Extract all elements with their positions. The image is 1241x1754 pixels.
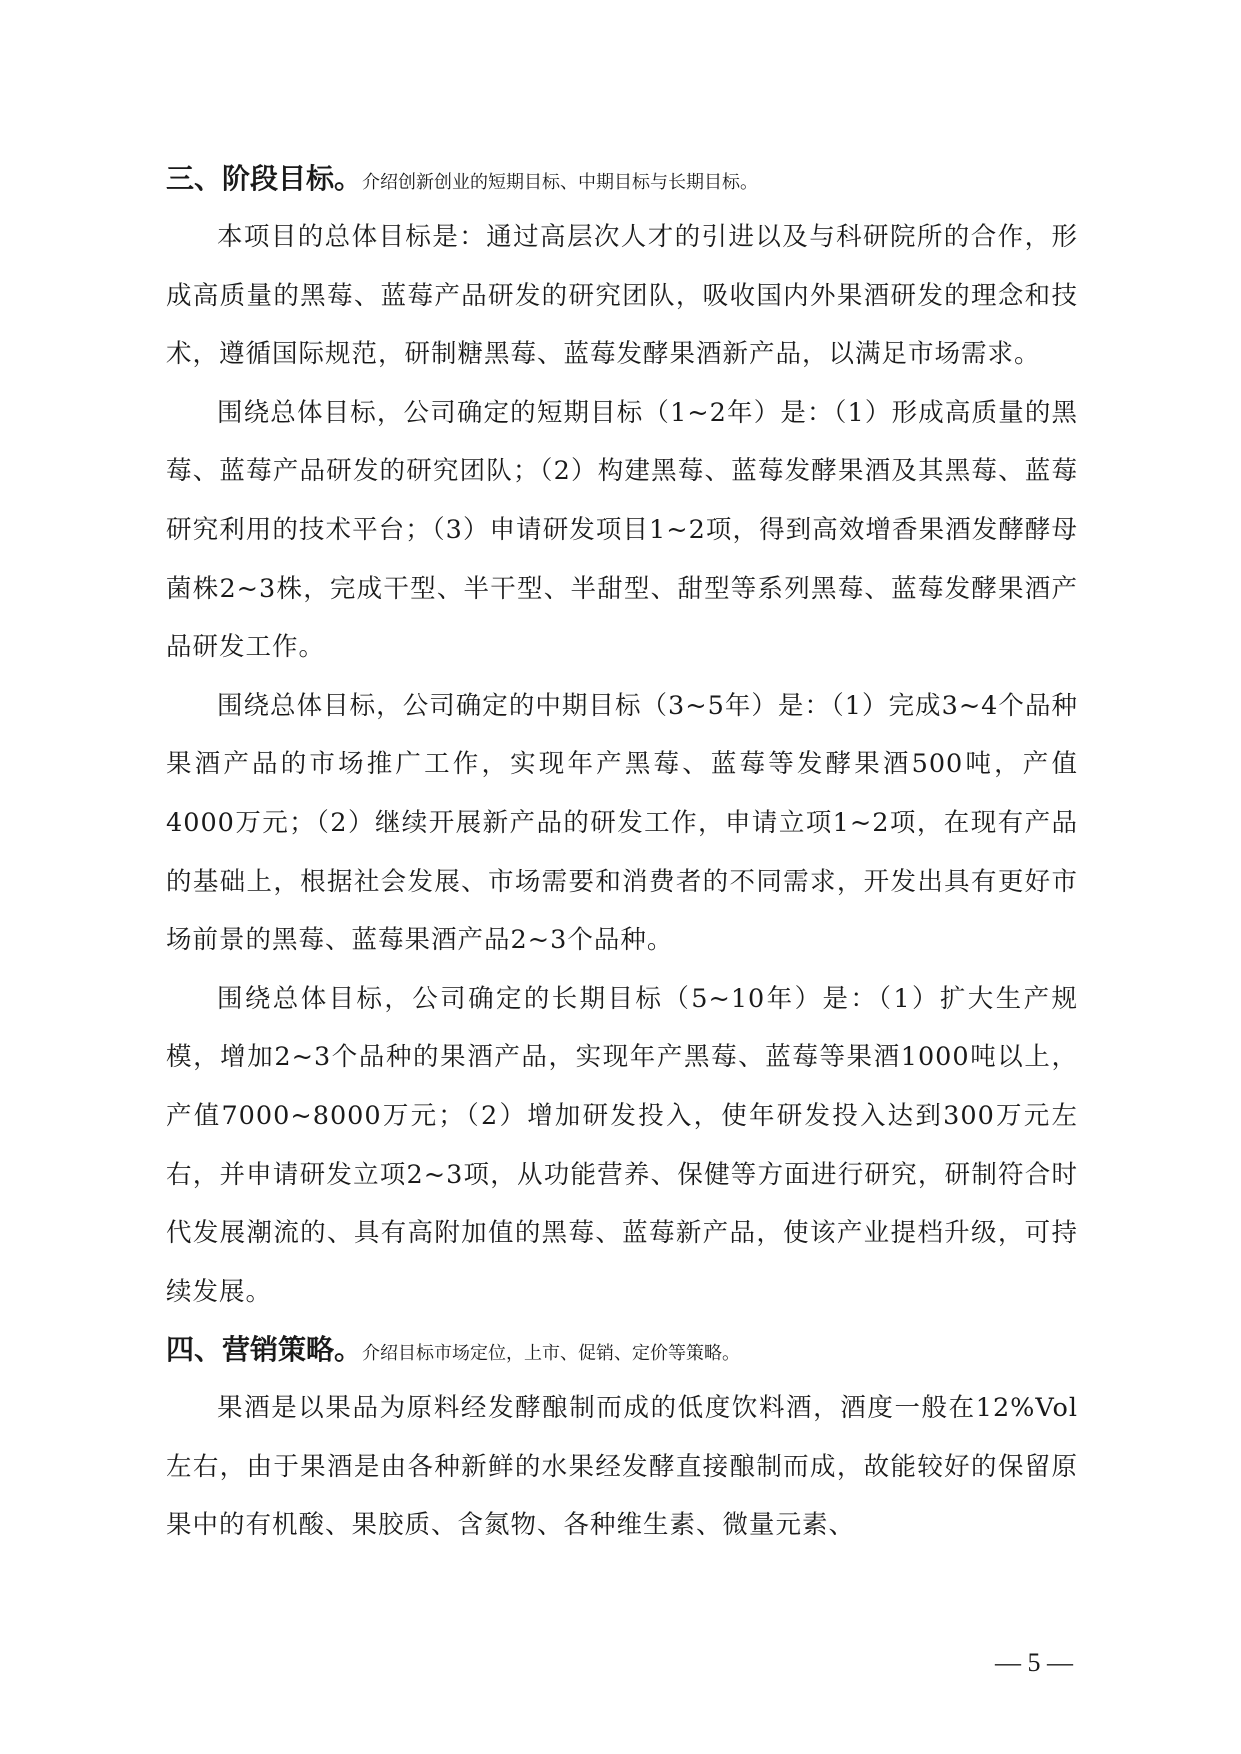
section-title: 三、阶段目标。 <box>166 162 363 195</box>
section-title: 四、营销策略。 <box>166 1333 363 1367</box>
paragraph-mid-term-goal: 围绕总体目标，公司确定的中期目标（3~5年）是：（1）完成3~4个品种果酒产品的市场推广工作，实现年产黑莓、蓝莓等发酵果酒500吨，产值4000万元；（2）继续开展新产品的研发工作，申请立项1~2项，在现有产品的基础上，根据社会发展、市场需要和消费者的不同需求，开发出具有更好市场前景的黑莓、蓝莓果酒产品2~3个品种。 <box>166 690 1078 956</box>
document-body <box>166 150 1078 1555</box>
paragraph-short-term-goal: 围绕总体目标，公司确定的短期目标（1~2年）是：（1）形成高质量的黑莓、蓝莓产品研发的研究团队；（2）构建黑莓、蓝莓发酵果酒及其黑莓、蓝莓研究利用的技术平台；（3）申请研发项目1~2项，得到高效增香果酒发酵酵母菌株2~3株，完成干型、半干型、半甜型、甜型等系列黑莓、蓝莓发酵果酒产品研发工作。 <box>166 397 1078 663</box>
paragraph-long-term-goal: 围绕总体目标，公司确定的长期目标（5~10年）是：（1）扩大生产规模，增加2~3个品种的果酒产品，实现年产黑莓、蓝莓等果酒1000吨以上，产值7000~8000万元；（2）增加研发投入，使年研发投入达到300万元左右，并申请研发立项2~3项，从功能营养、保健等方面进行研究，研制符合时代发展潮流的、具有高附加值的黑莓、蓝莓新产品，使该产业提档升级，可持续发展。 <box>166 983 1078 1307</box>
section-heading-stage-goals <box>166 150 1078 208</box>
section-heading-marketing <box>166 1321 1078 1379</box>
paragraph-fruit-wine-intro: 果酒是以果品为原料经发酵酿制而成的低度饮料酒，酒度一般在12%Vol左右，由于果酒是由各种新鲜的水果经发酵直接酿制而成，故能较好的保留原果中的有机酸、果胶质、含氮物、各种维生素、微量元素、 <box>166 1393 1078 1541</box>
section-subtitle: 介绍目标市场定位，上市、促销、定价等策略。 <box>362 1343 741 1365</box>
page-number: — 5 — <box>995 1648 1073 1677</box>
section-subtitle: 介绍创新创业的短期目标、中期目标与长期目标。 <box>362 172 759 193</box>
paragraph-overall-goal: 本项目的总体目标是：通过高层次人才的引进以及与科研院所的合作，形成高质量的黑莓、蓝莓产品研发的研究团队，吸收国内外果酒研发的理念和技术，遵循国际规范，研制糖黑莓、蓝莓发酵果酒新产品，以满足市场需求。 <box>166 222 1078 370</box>
